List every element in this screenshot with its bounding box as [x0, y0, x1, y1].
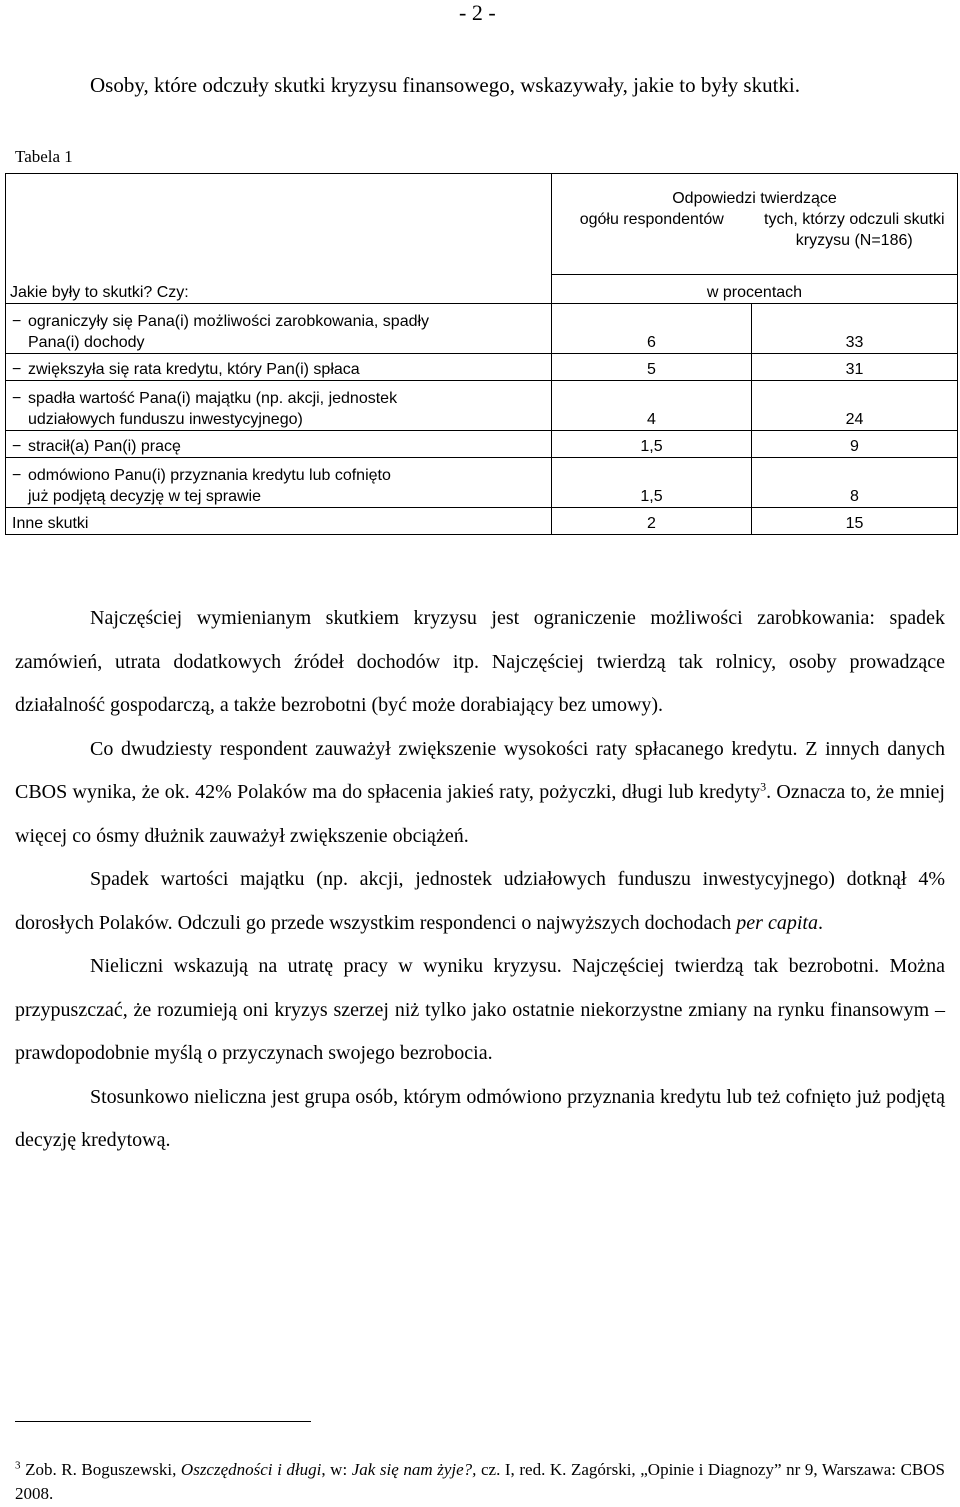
- value-affected: 24: [752, 381, 958, 431]
- paragraph: Stosunkowo nieliczna jest grupa osób, którym odmówiono przyznania kredytu lub też cofnięto już podjętą decyzję kredytową.: [15, 1085, 945, 1151]
- footnote-text: Zob. R. Boguszewski,: [20, 1460, 181, 1479]
- value-affected: 33: [752, 304, 958, 354]
- row-label: Inne skutki: [6, 508, 552, 535]
- footnote: [15, 1458, 945, 1506]
- row-label: zwiększyła się rata kredytu, który Pan(i) spłaca: [28, 361, 360, 378]
- footnote-title: Jak się nam żyje?,: [351, 1460, 477, 1479]
- table-row: [6, 431, 958, 458]
- value-affected: 15: [752, 508, 958, 535]
- footnote-mark: 3: [15, 1459, 21, 1472]
- value-affected: 9: [752, 431, 958, 458]
- col-header-all: ogółu respondentów: [552, 209, 752, 275]
- value-all: 1,5: [552, 431, 752, 458]
- paragraph: [15, 728, 945, 859]
- results-table: [5, 173, 958, 535]
- table-row: [6, 508, 958, 535]
- value-all: 4: [552, 381, 752, 431]
- value-affected: 31: [752, 354, 958, 381]
- table-row: [6, 381, 958, 431]
- question-header: Jakie były to skutki? Czy:: [6, 174, 552, 304]
- table-row: [6, 458, 958, 508]
- row-dash: −: [12, 313, 22, 330]
- italic-term: per capita: [736, 911, 818, 934]
- value-affected: 8: [752, 458, 958, 508]
- footnote-text: , w:: [321, 1460, 352, 1479]
- col-header-affected: tych, którzy odczuli skutki kryzysu (N=186): [752, 209, 958, 275]
- row-dash: −: [12, 361, 22, 378]
- value-all: 1,5: [552, 458, 752, 508]
- footnote-divider: [15, 1421, 311, 1422]
- row-dash: −: [12, 438, 22, 455]
- section-heading: Osoby, które odczuły skutki kryzysu finansowego, wskazywały, jakie to były skutki.: [90, 73, 800, 97]
- value-all: 6: [552, 304, 752, 354]
- paragraph-text: Co dwudziesty respondent zauważył zwiększenie wysokości raty spłacanego kredytu. Z innych danych CBOS wynika, że ok. 42% Polaków ma do spłacenia jakieś raty, pożyczki, długi lub kredyty: [15, 737, 945, 803]
- table-row: [6, 304, 958, 354]
- table-row: [6, 354, 958, 381]
- footnote-ref[interactable]: 3: [760, 779, 767, 794]
- row-label-cont: udziałowych funduszu inwestycyjnego): [28, 411, 303, 428]
- row-label: stracił(a) Pan(i) pracę: [28, 438, 181, 455]
- value-all: 5: [552, 354, 752, 381]
- group-header: Odpowiedzi twierdzące: [552, 174, 958, 209]
- paragraph: Nieliczni wskazują na utratę pracy w wyniku kryzysu. Najczęściej twierdzą tak bezrobotni. Można przypuszczać, że rozumieją oni kryzys szerzej niż tylko jako ostatnie niekorzystne zmiany na rynku finansowym – prawdopodobnie myślą o przyczynach swojego bezrobocia.: [15, 955, 945, 1064]
- row-label: spadła wartość Pana(i) majątku (np. akcji, jednostek: [28, 390, 398, 407]
- row-label-cont: już podjętą decyzję w tej sprawie: [28, 488, 262, 505]
- footnote-text: cz. I, red. K. Zagórski, „Opinie i Diagnozy” nr 9, Warszawa: CBOS 2008.: [15, 1460, 946, 1503]
- paragraph-text: Spadek wartości majątku (np. akcji, jednostek udziałowych funduszu inwestycyjnego) dotknął 4% dorosłych Polaków. Odczuli go przede wszystkim respondenci o najwyższych dochodach: [15, 868, 945, 934]
- page-number: - 2 -: [459, 0, 496, 25]
- footnote-title: Oszczędności i długi: [180, 1460, 322, 1479]
- row-dash: −: [12, 390, 22, 407]
- body-text: [15, 597, 945, 1163]
- row-dash: −: [12, 467, 22, 484]
- row-label: ograniczyły się Pana(i) możliwości zarobkowania, spadły: [28, 313, 430, 330]
- value-all: 2: [552, 508, 752, 535]
- row-label-cont: Pana(i) dochody: [28, 334, 145, 351]
- paragraph: Najczęściej wymienianym skutkiem kryzysu jest ograniczenie możliwości zarobkowania: spadek zamówień, utrata dodatkowych źródeł dochodów itp. Najczęściej twierdzą tak rolnicy, osoby prowadzące działalność gospodarczą, a także bezrobotni (być może dorabiający bez umowy).: [15, 607, 945, 716]
- paragraph: [15, 858, 945, 945]
- table-caption: Tabela 1: [15, 147, 73, 166]
- row-label: odmówiono Panu(i) przyznania kredytu lub cofnięto: [28, 467, 391, 484]
- paragraph-text: .: [817, 911, 823, 934]
- unit-header: w procentach: [552, 275, 958, 304]
- paragraph-text: . Oznacza to, że mniej więcej co ósmy dłużnik zauważył zwiększenie obciążeń.: [15, 781, 945, 847]
